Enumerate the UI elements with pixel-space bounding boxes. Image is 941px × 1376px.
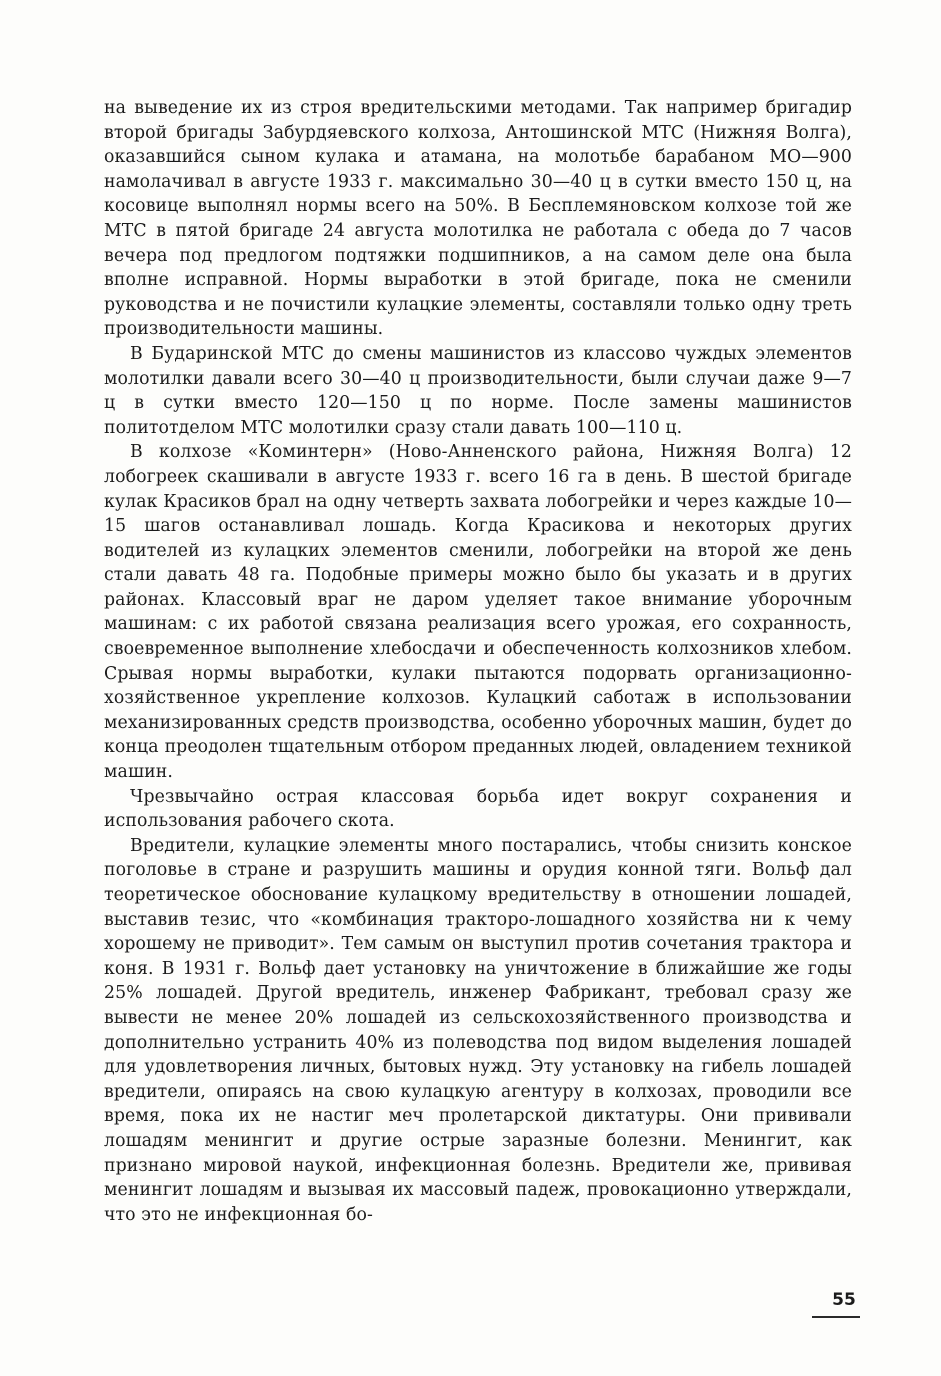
paragraph-5: Вредители, кулацкие элементы много постарались, чтобы снизить конское поголовье в стране и разрушить машины и орудия конной тяги. Вольф дал теоретическое обоснование кулацкому вредительству в отношении лошадей, выставив тезис, что «комбинация тракторо-лошадного хозяйства ни к чему хорошему не приводит». Тем самым он выступил против сочетания трактора и коня. В 1931 г. Вольф дает установку на уничтожение в ближайшие же годы 25% лошадей. Другой вредитель, инженер Фабрикант, требовал сразу же вывести не менее 20% лошадей из сельскохозяйственного производства и дополнительно устранить 40% из полеводства под видом выделения лошадей для удовлетворения личных, бытовых нужд. Эту установку на гибель лошадей вредители, опираясь на свою кулацкую агентуру в колхозах, проводили все время, пока их не настиг меч пролетарской диктатуры. Они прививали лошадям менингит и другие острые заразные болезни. Менингит, как признано мировой наукой, инфекционная болезнь. Вредители же, прививая менингит лошадям и вызывая их массовый падеж, провокационно утверждали, что это не инфекционная бо- bbox=[104, 835, 852, 1225]
paragraph-2: В Бударинской МТС до смены машинистов из классово чуждых элементов молотилки давали всего 30—40 ц производительности, были случаи даже 9—7 ц в сутки вместо 120—150 ц по норме. После замены машинистов политотделом МТС молотилки сразу стали давать 100—110 ц. bbox=[104, 343, 852, 438]
page-number: 55 bbox=[832, 1290, 856, 1310]
paragraph-1: на выведение их из строя вредительскими методами. Так например бригадир второй бригады Забурдяевского колхоза, Антошинской МТС (Нижняя Волга), оказавшийся сыном кулака и атамана, на молотьбе барабаном МО—900 намолачивал в августе 1933 г. максимально 30—40 ц в сутки вместо 150 ц, на косовице выполнял нормы всего на 50%. В Бесплемяновском колхозе той же МТС в пятой бригаде 24 августа молотилка не работала с обеда до 7 часов вечера под предлогом подтяжки подшипников, а на самом деле она была вполне исправной. Нормы выработки в этой бригаде, пока не сменили руководства и не почистили кулацкие элементы, составляли только одну треть производительности машины. bbox=[104, 98, 852, 340]
paragraph-3: В колхозе «Коминтерн» (Ново-Анненского района, Нижняя Волга) 12 лобогреек скашивали в августе 1933 г. всего 16 га в день. В шестой бригаде кулак Красиков брал на одну четверть захвата лобогрейки и через каждые 10—15 шагов останавливал лошадь. Когда Красикова и некоторых других водителей из кулацких элементов сменили, лобогрейки на второй же день стали давать 48 га. Подобные примеры можно было бы указать и в других районах. Классовый враг не даром уделяет такое внимание уборочным машинам: с их работой связана реализация всего урожая, его сохранность, своевременное выполнение хлебосдачи и обеспеченность колхозников хлебом. Срывая нормы выработки, кулаки пытаются подорвать организационно-хозяйственное укрепление колхозов. Кулацкий саботаж в использовании механизированных средств производства, особенно уборочных машин, будет до конца преодолен тщательным отбором преданных людей, овладением техникой машин. bbox=[104, 442, 852, 783]
body-text bbox=[104, 96, 852, 1227]
page-number-rule bbox=[812, 1316, 860, 1318]
paragraph-4: Чрезвычайно острая классовая борьба идет вокруг сохранения и использования рабочего скота. bbox=[104, 786, 852, 832]
